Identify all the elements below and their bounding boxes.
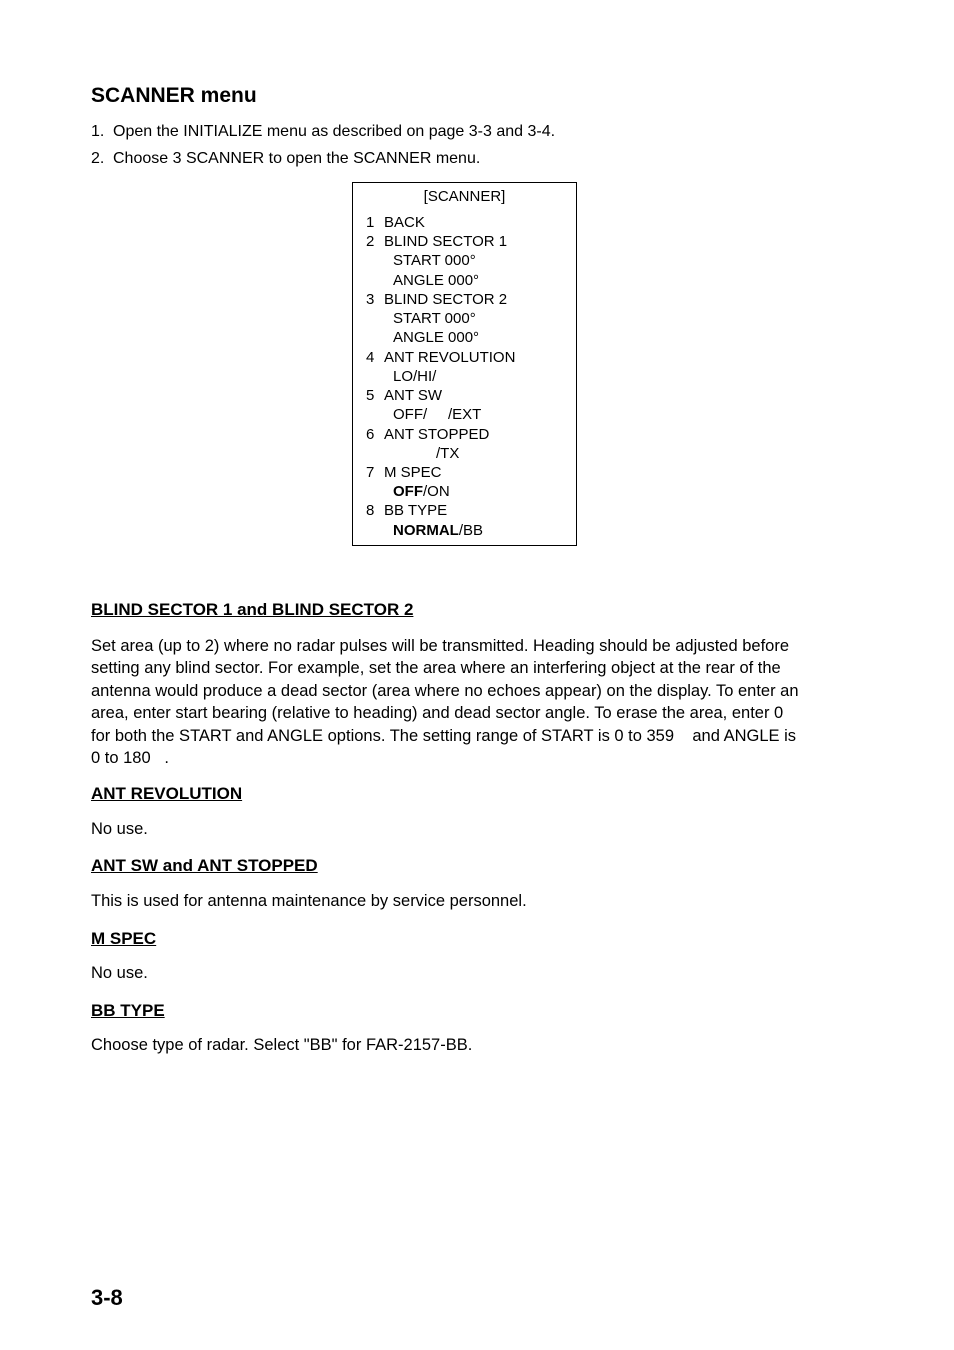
menu-title: [SCANNER]: [423, 188, 506, 205]
menu-item-ant-revolution: 4 ANT REVOLUTION: [366, 349, 516, 366]
paragraph-line: for both the START and ANGLE options. The setting range of START is 0 to 359 and ANGLE is: [91, 726, 797, 745]
m-spec-options: OFF/ON: [393, 483, 450, 500]
paragraph-line: Set area (up to 2) where no radar pulses will be transmitted. Heading should be adjusted before: [91, 637, 789, 655]
paragraph-line: area, enter start bearing (relative to heading) and dead sector angle. To erase the area, enter 0: [91, 704, 784, 723]
blind-sector-2-angle: ANGLE 000°: [393, 329, 480, 346]
section-heading-bb-type: BB TYPE: [91, 1001, 165, 1020]
menu-item-back: 1 BACK: [366, 214, 425, 231]
page-title: SCANNER menu: [91, 84, 257, 107]
blind-sector-1-angle: ANGLE 000°: [393, 272, 480, 289]
step-text: Open the INITIALIZE menu as described on page 3-3 and 3-4.: [113, 123, 556, 140]
paragraph-line: antenna would produce a dead sector (area where no echoes appear) on the display. To enter an: [91, 681, 799, 700]
blind-sector-description: [91, 635, 851, 769]
blind-sector-1-start: START 000°: [393, 252, 476, 269]
section-heading-m-spec: M SPEC: [91, 929, 157, 948]
section-heading-blind-sector: BLIND SECTOR 1 and BLIND SECTOR 2: [91, 600, 414, 619]
menu-item-blind-sector-2: 3 BLIND SECTOR 2: [366, 291, 508, 308]
bb-type-description: Choose type of radar. Select "BB" for FAR-2157-BB.: [91, 1036, 473, 1054]
scanner-menu-box: [352, 182, 577, 546]
menu-item-blind-sector-1: 2 BLIND SECTOR 1: [366, 233, 508, 250]
step-number: 2.: [91, 150, 105, 167]
step-text: Choose 3 SCANNER to open the SCANNER menu.: [113, 150, 481, 167]
step-1: [91, 123, 555, 141]
paragraph-line: setting any blind sector. For example, set the area where an interfering object at the rear of the: [91, 659, 781, 678]
menu-item-m-spec: 7 M SPEC: [366, 464, 442, 481]
section-heading-ant-sw: ANT SW and ANT STOPPED: [91, 856, 318, 875]
ant-revolution-options: LO/HI/: [393, 368, 437, 385]
ant-revolution-description: No use.: [91, 820, 148, 838]
paragraph-line: 0 to 180 .: [91, 749, 169, 768]
step-number: 1.: [91, 123, 105, 140]
ant-stopped-options: /TX: [436, 445, 460, 462]
section-heading-ant-revolution: ANT REVOLUTION: [91, 784, 243, 803]
ant-sw-options: OFF/ /EXT: [393, 406, 482, 423]
ant-sw-description: This is used for antenna maintenance by service personnel.: [91, 892, 527, 910]
bb-type-options: NORMAL/BB: [393, 522, 484, 539]
step-2: [91, 150, 480, 168]
page-number: 3-8: [91, 1285, 123, 1310]
menu-item-ant-sw: 5 ANT SW: [366, 387, 443, 404]
m-spec-description: No use.: [91, 964, 148, 982]
blind-sector-2-start: START 000°: [393, 310, 476, 327]
menu-item-bb-type: 8 BB TYPE: [366, 502, 448, 519]
menu-item-ant-stopped: 6 ANT STOPPED: [366, 426, 490, 443]
